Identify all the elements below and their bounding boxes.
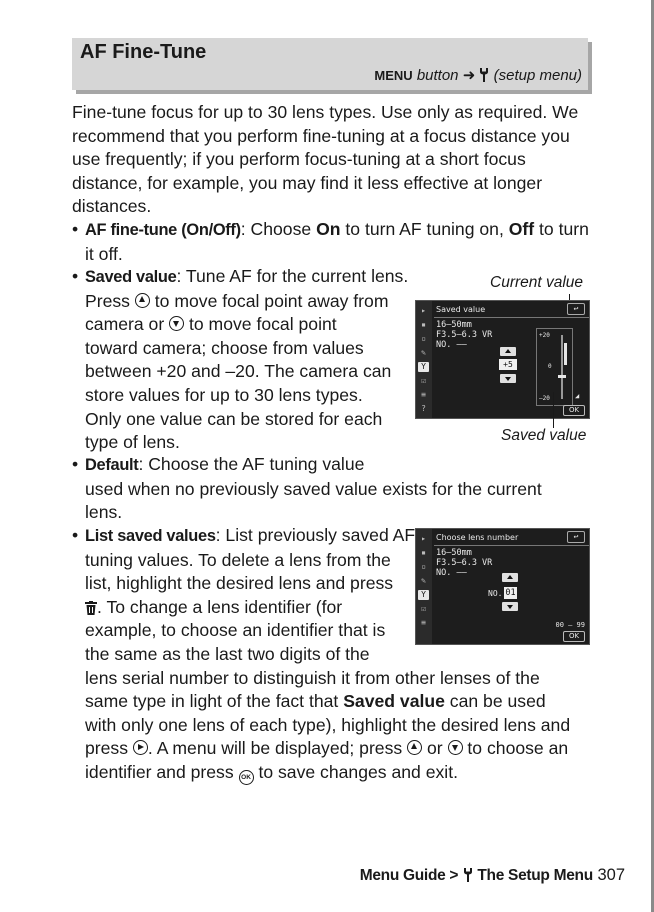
line-text: . A menu will be displayed; press: [147, 738, 403, 759]
wrench-icon: [479, 68, 489, 82]
delete-icon: [85, 601, 97, 615]
line: used when no previously saved value exists for the current lens.: [85, 478, 542, 523]
line: list, highlight the desired lens and press: [85, 573, 394, 594]
intro-paragraph: Fine-tune focus for up to 30 lens types. Use only as required. We recommend that you perform fine-tuning at a focus distance you use frequently; if you perform focus-tuning at a short focus distance, for example, you may find it less effective at longer distances.: [72, 102, 579, 217]
line-text: to save changes and exit.: [258, 761, 458, 782]
number-range: 00 – 99: [555, 621, 585, 629]
saved-value-marker: [558, 375, 566, 378]
lens-aperture: F3.5–6.3 VR: [436, 330, 493, 340]
movie-tab-icon: ▫: [421, 334, 426, 343]
bullet-default: [72, 453, 590, 525]
lens-number: NO. ––: [436, 340, 467, 350]
wrench-icon: [463, 868, 473, 882]
bullet-dot: •: [72, 266, 79, 286]
term-af-fine-tune: AF fine-tune (On/Off): [85, 221, 241, 239]
line: between +20 and –20. The camera can: [85, 361, 392, 382]
term-saved-value: Saved value: [85, 268, 177, 286]
line: [85, 737, 600, 761]
lens-focal-length: 16–50mm: [436, 320, 472, 330]
caption-current-value: Current value: [490, 274, 584, 291]
mymenu-tab-icon: ≡: [421, 618, 426, 627]
scale-top-label: +20: [539, 332, 550, 339]
option-on: On: [316, 219, 341, 239]
playback-tab-icon: ▸: [421, 534, 426, 543]
saved-value-emphasis: Saved value: [343, 691, 445, 712]
movie-tab-icon: ▫: [421, 562, 426, 571]
playback-tab-icon: ▸: [421, 306, 426, 315]
term-list-saved-values: List saved values: [85, 527, 216, 545]
line: the same as the last two digits of the: [85, 643, 370, 664]
line-text: identifier and press: [85, 761, 234, 782]
line: [85, 453, 590, 478]
setup-tab-icon: Y: [418, 362, 429, 372]
breadcrumb-menu-guide: Menu Guide >: [359, 867, 459, 884]
option-off: Off: [508, 219, 535, 239]
menu-path: [374, 66, 582, 84]
section-header: [72, 38, 588, 90]
current-value-box: +5: [499, 359, 517, 370]
bullet-af-fine-tune: [72, 218, 592, 266]
setup-tab-icon: Y: [418, 590, 429, 600]
line-text: to move focal point: [188, 314, 337, 335]
custom-tab-icon: ✎: [421, 348, 426, 357]
line: store values for up to 30 lens types.: [85, 384, 363, 405]
menu-tabs: [416, 529, 432, 644]
menu-button-label: MENU: [374, 68, 413, 83]
multi-selector-right-icon: [133, 740, 148, 755]
camera-screen-saved-value: [415, 300, 590, 419]
bullet-text: : Choose: [240, 219, 317, 239]
screen-title: Choose lens number: [434, 531, 589, 546]
number-label: NO.: [488, 589, 503, 598]
term-default: Default: [85, 456, 139, 474]
line-text: camera or: [85, 314, 165, 335]
decrease-arrow-icon: [502, 602, 518, 611]
line-text: can be used: [444, 691, 546, 712]
line: [85, 290, 415, 314]
breadcrumb-setup-menu: The Setup Menu: [477, 867, 593, 884]
line: tuning values. To delete a lens from the: [85, 549, 391, 570]
lens-aperture: F3.5–6.3 VR: [436, 558, 493, 568]
bullet-text: to turn AF tuning on,: [340, 219, 509, 239]
screen-title: Saved value: [434, 303, 589, 318]
line: [85, 313, 415, 337]
line-text: : Choose the AF tuning value: [138, 454, 365, 474]
setup-menu-label: (setup menu): [493, 67, 582, 84]
multi-selector-up-icon: [407, 740, 422, 755]
retouch-tab-icon: ☑: [421, 604, 426, 613]
page-number: 307: [597, 866, 625, 884]
ok-button: OK: [563, 631, 585, 642]
photo-tab-icon: ▪: [421, 548, 426, 557]
back-icon: ↩: [567, 531, 585, 543]
lens-number: NO. ––: [436, 568, 467, 578]
ok-button: OK: [563, 405, 585, 416]
photo-tab-icon: ▪: [421, 320, 426, 329]
scale-bottom-label: –20: [539, 395, 550, 402]
line: [85, 265, 415, 290]
lens-focal-length: 16–50mm: [436, 548, 472, 558]
current-value-bar: [564, 343, 567, 365]
line: [85, 690, 600, 714]
custom-tab-icon: ✎: [421, 576, 426, 585]
help-tab-icon: ?: [421, 404, 426, 413]
menu-tabs: [416, 301, 432, 418]
line: Only one value can be stored for each: [85, 408, 383, 429]
line-text: or: [426, 738, 443, 759]
leader-line-saved: [553, 392, 554, 428]
line: lens serial number to distinguish it from other lenses of the: [85, 667, 540, 688]
line-text: to choose an: [467, 738, 569, 759]
line: example, to choose an identifier that is: [85, 620, 386, 641]
line-text: same type in light of the fact that: [85, 691, 344, 712]
increase-arrow-icon: [502, 573, 518, 582]
line: with only one lens of each type), highlight the desired lens and: [85, 714, 571, 735]
bullet-dot: •: [72, 219, 79, 239]
arrow-icon: ➜: [462, 67, 476, 84]
multi-selector-down-icon: [448, 740, 463, 755]
page-footer: [360, 866, 625, 885]
multi-selector-up-icon: [135, 293, 150, 308]
retouch-tab-icon: ☑: [421, 376, 426, 385]
bullet-dot: •: [72, 525, 79, 545]
lens-number-box: 01: [505, 588, 516, 598]
multi-selector-down-icon: [169, 316, 184, 331]
line: toward camera; choose from values: [85, 337, 364, 358]
line: [85, 761, 600, 785]
increase-arrow-icon: [500, 347, 516, 356]
scale-mid-label: 0: [548, 363, 552, 370]
path-button-word: button: [416, 67, 459, 84]
line-text: to move focal point away from: [154, 290, 389, 311]
bullet-dot: •: [72, 454, 79, 474]
camera-screen-choose-lens-number: [415, 528, 590, 645]
mymenu-tab-icon: ≡: [421, 390, 426, 399]
line-text: Press: [85, 290, 130, 311]
line-text: press: [85, 738, 129, 759]
line: type of lens.: [85, 432, 180, 453]
line-text: : Tune AF for the current lens.: [176, 266, 409, 286]
ok-button-icon: OK: [239, 770, 254, 785]
tuning-scale: [536, 328, 573, 406]
caption-saved-value: Saved value: [501, 427, 587, 444]
back-icon: ↩: [567, 303, 585, 315]
line-text: : List previously saved AF: [215, 525, 416, 545]
page-title: AF Fine-Tune: [80, 41, 207, 63]
bullet-saved-value: [72, 265, 415, 455]
bullet-text: to turn it off.: [85, 219, 589, 264]
scale-track: [561, 335, 563, 399]
lens-icon: ◢: [575, 392, 580, 400]
decrease-arrow-icon: [500, 374, 516, 383]
line-text: . To change a lens identifier (for: [97, 596, 343, 617]
